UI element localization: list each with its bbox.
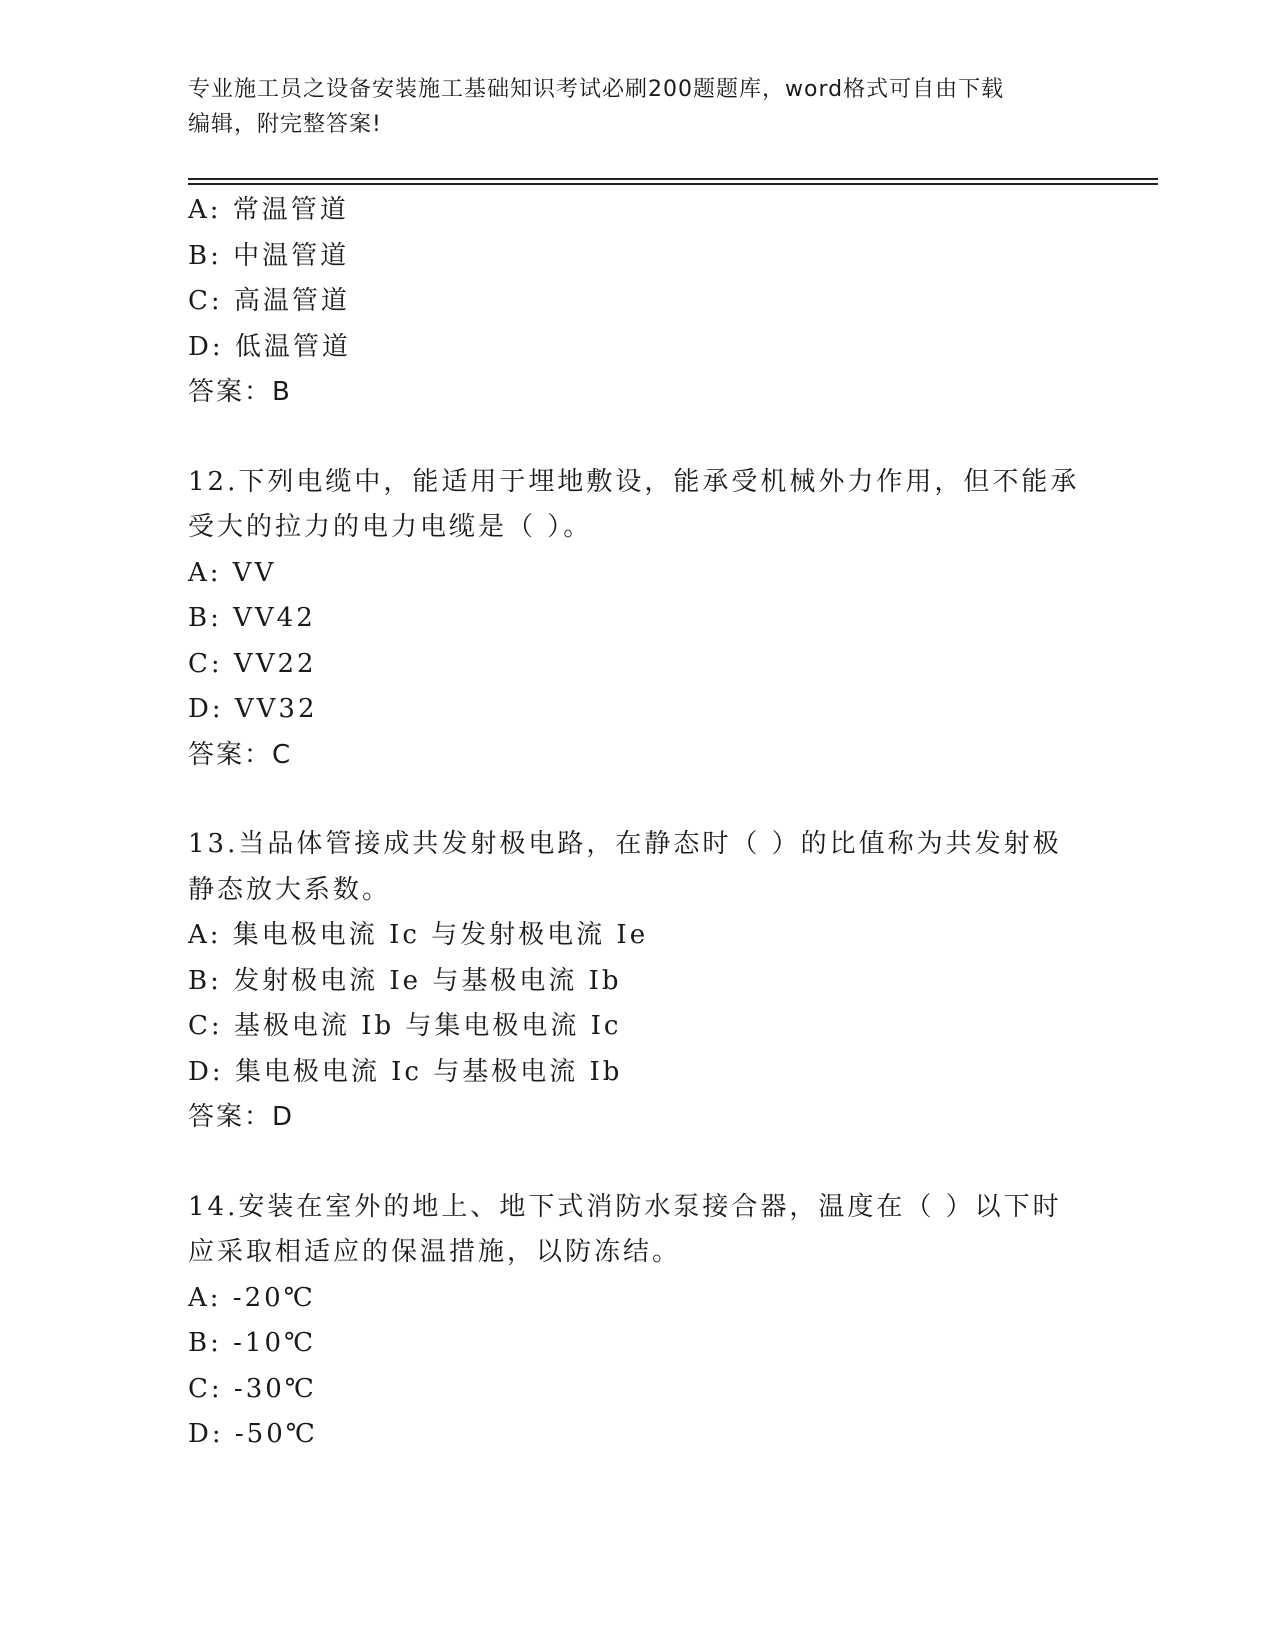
answer-label: 答案：B [188, 377, 292, 407]
option-b: B: 中温管道 [188, 240, 350, 271]
question-stem-line-2: 受大的拉力的电力电缆是（ ）。 [188, 512, 593, 542]
option-b: B: 发射极电流 Ie 与基极电流 Ib [188, 965, 622, 996]
header-divider-top [188, 178, 1158, 180]
spacer [188, 778, 1088, 822]
question-stem-line-2: 静态放大系数。 [188, 874, 392, 905]
question-stem-line-2: 应采取相适应的保温措施，以防冻结。 [188, 1237, 682, 1267]
question-stem-line-1: 13.当品体管接成共发射极电路，在静态时（ ）的比值称为共发射极 [188, 829, 1062, 859]
question-stem [188, 822, 1088, 913]
option-b: B: -10℃ [188, 1328, 317, 1358]
option-d: D: 集电极电流 Ic 与基极电流 Ib [188, 1056, 623, 1087]
option-d: D: VV32 [188, 694, 318, 724]
spacer [188, 1141, 1088, 1185]
spacer [188, 416, 1088, 460]
option-c: C: VV22 [188, 648, 317, 679]
answer-label: 答案：D [188, 1102, 295, 1132]
option-d: D: -50℃ [188, 1419, 318, 1449]
question-stem [188, 1185, 1088, 1276]
question-13 [188, 822, 1088, 1141]
option-a: A: -20℃ [188, 1282, 316, 1313]
option-c: C: -30℃ [188, 1373, 317, 1404]
question-11 [188, 188, 1088, 416]
question-stem [188, 460, 1088, 551]
option-a: A: 集电极电流 Ic 与发射极电流 Ie [188, 920, 649, 950]
option-b: B: VV42 [188, 603, 316, 633]
option-c: C: 基极电流 Ib 与集电极电流 Ic [188, 1011, 622, 1041]
header-divider-bottom [188, 183, 1158, 185]
option-a: A: VV [188, 557, 277, 588]
question-stem-line-1: 12.下列电缆中，能适用于埋地敷设，能承受机械外力作用，但不能承 [188, 466, 1080, 497]
answer-label: 答案：C [188, 739, 293, 770]
question-14 [188, 1185, 1088, 1458]
question-stem-line-1: 14.安装在室外的地上、地下式消防水泵接合器，温度在（ ）以下时 [188, 1191, 1062, 1222]
document-header [188, 72, 1088, 142]
option-a: A: 常温管道 [188, 195, 349, 225]
header-title-line-1: 专业施工员之设备安装施工基础知识考试必刷200题题库，word格式可自由下载 [188, 77, 1005, 102]
question-content [188, 188, 1088, 1458]
header-title-line-2: 编辑，附完整答案! [188, 112, 382, 137]
option-c: C: 高温管道 [188, 286, 350, 316]
option-d: D: 低温管道 [188, 331, 351, 362]
question-12 [188, 460, 1088, 779]
